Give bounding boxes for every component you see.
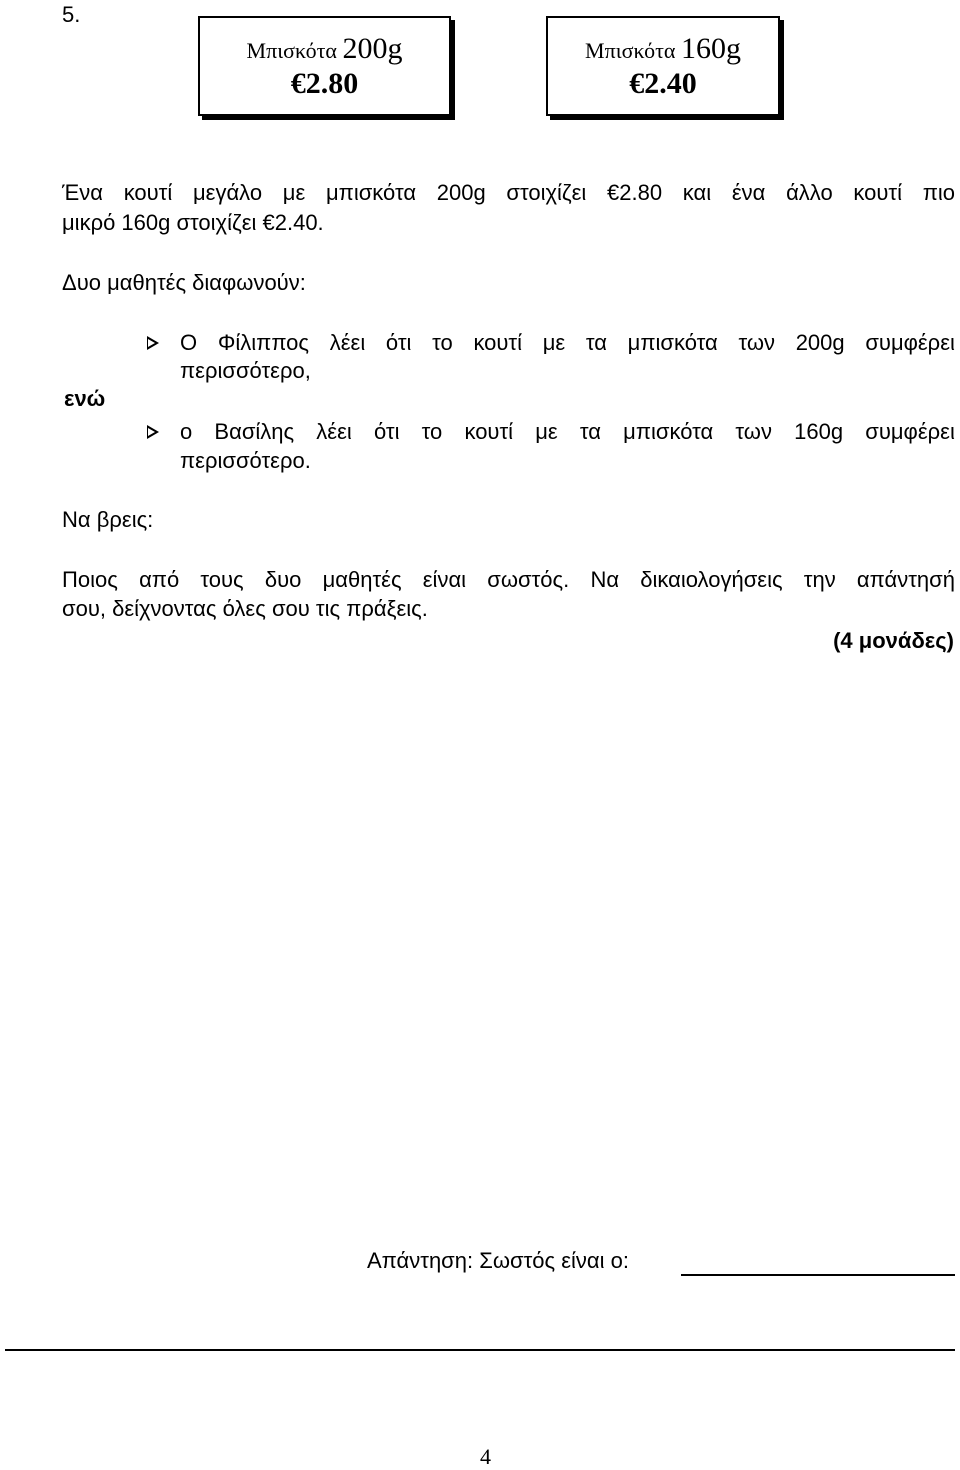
word: είναι xyxy=(422,567,467,592)
word: μπισκότα xyxy=(627,330,718,355)
word: 200g xyxy=(436,180,486,205)
answer-blank-line[interactable] xyxy=(681,1274,955,1276)
word: Ο xyxy=(180,330,198,355)
word: λέει xyxy=(316,419,352,444)
word: Φίλιππος xyxy=(217,330,310,355)
word: ο xyxy=(180,419,193,444)
word: με xyxy=(282,180,306,205)
word: ένα xyxy=(731,180,766,205)
word: στοιχίζει xyxy=(506,180,587,205)
word: τα xyxy=(579,419,601,444)
word: κουτί xyxy=(123,180,173,205)
word: δικαιολογήσεις xyxy=(640,567,783,592)
statement-philippos-line-2: περισσότερο, xyxy=(180,358,311,383)
task-line-2: σου, δείχνοντας όλες σου τις πράξεις. xyxy=(62,596,428,621)
price-box-large xyxy=(198,16,451,116)
word: μπισκότα xyxy=(623,419,714,444)
points-label: (4 μονάδες) xyxy=(833,628,954,653)
task-line-1 xyxy=(62,565,955,595)
word: κουτί xyxy=(464,419,514,444)
word: 160g xyxy=(794,419,844,444)
statement-philippos-line-1 xyxy=(180,328,955,358)
word: τους xyxy=(200,567,244,592)
question-number: 5. xyxy=(62,2,81,27)
word: συμφέρει xyxy=(865,330,955,355)
word: απάντησή xyxy=(856,567,955,592)
product-label-small: Μπισκότα 160g xyxy=(585,32,741,65)
answer-label: Απάντηση: Σωστός είναι ο: xyxy=(367,1248,629,1273)
intro-line-1 xyxy=(62,178,955,208)
word: λέει xyxy=(329,330,366,355)
word: συμφέρει xyxy=(865,419,955,444)
price-small: €2.40 xyxy=(629,67,697,100)
word: πιο xyxy=(922,180,955,205)
word: κουτί xyxy=(853,180,902,205)
word: κουτί xyxy=(473,330,523,355)
word: από xyxy=(139,567,180,592)
arrow-bullet-icon xyxy=(147,336,159,350)
word: €2.80 xyxy=(607,180,663,205)
word: 200g xyxy=(795,330,845,355)
word: το xyxy=(421,419,443,444)
word: μπισκότα xyxy=(325,180,417,205)
word: και xyxy=(682,180,712,205)
word: ότι xyxy=(373,419,400,444)
word: των xyxy=(738,330,775,355)
word: τα xyxy=(585,330,607,355)
word: με xyxy=(542,330,566,355)
page-number: 4 xyxy=(480,1444,491,1469)
disagree-label: Δυο μαθητές διαφωνούν: xyxy=(62,270,306,295)
word: ότι xyxy=(385,330,412,355)
word: Βασίλης xyxy=(214,419,295,444)
word: μαθητές xyxy=(322,567,402,592)
statement-vasilis-line-1 xyxy=(180,417,955,447)
word: σωστός. xyxy=(487,567,570,592)
word: Να xyxy=(590,567,620,592)
find-label: Να βρεις: xyxy=(62,507,154,532)
word: την xyxy=(803,567,836,592)
connector-label: ενώ xyxy=(64,386,106,411)
price-large: €2.80 xyxy=(290,67,359,100)
statement-vasilis-line-2: περισσότερο. xyxy=(180,448,311,473)
word: με xyxy=(535,419,558,444)
word: άλλο xyxy=(786,180,833,205)
price-box-small xyxy=(546,16,780,116)
word: Ποιος xyxy=(62,567,118,592)
word: μεγάλο xyxy=(192,180,263,205)
intro-line-2: μικρό 160g στοιχίζει €2.40. xyxy=(62,210,324,235)
bottom-rule xyxy=(5,1349,955,1351)
product-label-large: Μπισκότα 200g xyxy=(246,32,403,65)
word: δυο xyxy=(264,567,302,592)
arrow-bullet-icon xyxy=(147,425,159,439)
word: των xyxy=(735,419,772,444)
word: Ένα xyxy=(62,180,103,205)
word: το xyxy=(432,330,453,355)
